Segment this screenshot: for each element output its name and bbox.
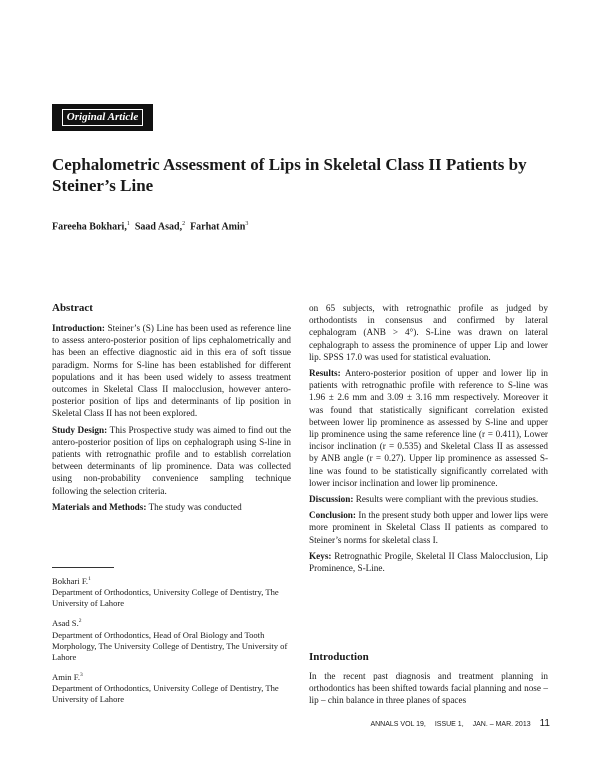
abstract-methods-continued: [309, 302, 548, 363]
affiliation-item: [52, 616, 292, 663]
affiliation-name: Amin F.: [52, 672, 80, 682]
results-text: Antero-posterior position of upper and lower lip in patients with retrognathic profile with reference to S-line was 1.96 ± 2.6 mm and 3.09 ± 3.16 mm respectively. Moreover it was found that statistically significant correlation existed between lower lip prominence as assessed by S-line and upper lip prominence using the same reference line (r = 0.411), Lower incisor inclination (r = 0.535) and Skeletal Class II as assessed by ANB angle (r = 0.27). Upper lip prominence as assessed S-line was found to be statistically significantly correlated with lower incisor inclination and lower lip prominence.: [309, 368, 548, 488]
methods-text-part2: on 65 subjects, with retrognathic profile as judged by orthodontists in consensus and confirmed by lateral cephalogram (ANB > 4°). S-Line was drawn on lateral cephalograph to assess the prominence of upper Lip and lower lip. SPSS 17.0 was used for statistical evaluation.: [309, 303, 548, 362]
affiliation-text: Department of Orthodontics, University College of Dentistry, The University of Lahore: [52, 587, 279, 609]
abstract-keys: [309, 550, 548, 574]
author-sup: 2: [182, 221, 186, 227]
abstract-results: [309, 367, 548, 489]
abstract-introduction: [52, 322, 291, 420]
affiliation-sup: 1: [88, 576, 91, 582]
abstract-discussion: [309, 493, 548, 505]
author-name: Farhat Amin: [190, 221, 246, 233]
introduction-heading: Introduction: [309, 651, 369, 663]
methods-text-part1: The study was conducted: [148, 501, 242, 512]
results-label: Results:: [309, 368, 341, 379]
author-sup: 1: [126, 221, 130, 227]
affiliation-item: [52, 574, 292, 609]
affiliation-name: Asad S.: [52, 618, 79, 629]
study-design-label: Study Design:: [52, 424, 108, 435]
affiliation-sup: 2: [78, 618, 82, 625]
abstract-methods-start: [52, 501, 291, 513]
introduction-body: In the recent past diagnosis and treatment planning in orthodontics has been shifted towards facial planning and nose – lip – chin balance in three planes of spaces: [309, 671, 548, 706]
footer-journal: ANNALS VOL 19,: [370, 721, 426, 728]
keys-text: Retrognathic Progile, Skeletal II Class Malocclusion, Lip Prominence, S-Line.: [309, 550, 548, 574]
introduction-text: Steiner’s (S) Line has been used as reference line to assess antero-posterior position of lips cephalometrically and has been an effective diagnostic aid in this era of soft tissue paradigm. Norms for S-line has been established for different populations and it has been used widely to assess treatment outcomes in Skeletal Class II malocclusion, however antero-posterior position of lips and determinants of lip position in Skeletal Class II has not been explored.: [52, 323, 291, 419]
author-sup: 3: [245, 221, 249, 227]
page-footer: [355, 718, 550, 729]
discussion-text: Results were compliant with the previous studies.: [355, 494, 539, 505]
affiliation-sup: 3: [79, 672, 83, 679]
author-name: Fareeha Bokhari,: [52, 221, 127, 233]
study-design-text: This Prospective study was aimed to find out the antero-posterior position of lips on cephalograph using S-line in patients with retrognathic profile and to establish correlation between determinants of lip prominence. Data was collected using non-probability convenience sampling technique following the selection criteria.: [52, 424, 291, 496]
footer-issue: ISSUE 1,: [434, 721, 464, 728]
discussion-label: Discussion:: [309, 494, 354, 505]
author-list: [52, 218, 562, 233]
abstract-left-column: [52, 302, 291, 517]
introduction-label: Introduction:: [52, 323, 105, 333]
affiliation-text: Department of Orthodontics, University College of Dentistry, The University of Lahore: [52, 683, 279, 705]
keys-label: Keys:: [309, 550, 332, 561]
abstract-conclusion: [309, 509, 548, 546]
article-type-badge: [52, 104, 153, 131]
affiliations: [52, 574, 292, 713]
abstract-right-column: [309, 302, 548, 578]
footer-date: JAN. – MAR. 2013: [472, 721, 531, 728]
affiliation-text: Department of Orthodontics, Head of Oral Biology and Tooth Morphology, The University College of Dentistry, The University of Lahore: [52, 629, 288, 662]
conclusion-label: Conclusion:: [309, 510, 356, 521]
affiliation-item: [52, 670, 292, 705]
page-number: 11: [539, 718, 550, 729]
affiliation-name: Bokhari F.: [52, 575, 89, 586]
footnote-rule: [52, 567, 114, 568]
conclusion-text: In the present study both upper and lower lips were more prominent in Skeletal Class II patients as compared to Steiner’s norms for skeletal class I.: [309, 510, 548, 545]
article-type-label: Original Article: [62, 109, 143, 126]
abstract-study-design: [52, 424, 291, 497]
article-title: Cephalometric Assessment of Lips in Skeletal Class II Patients by Steiner’s Line: [52, 155, 527, 195]
author-name: Saad Asad,: [134, 221, 183, 233]
methods-label: Materials and Methods:: [52, 501, 147, 512]
abstract-heading: Abstract: [52, 302, 93, 314]
